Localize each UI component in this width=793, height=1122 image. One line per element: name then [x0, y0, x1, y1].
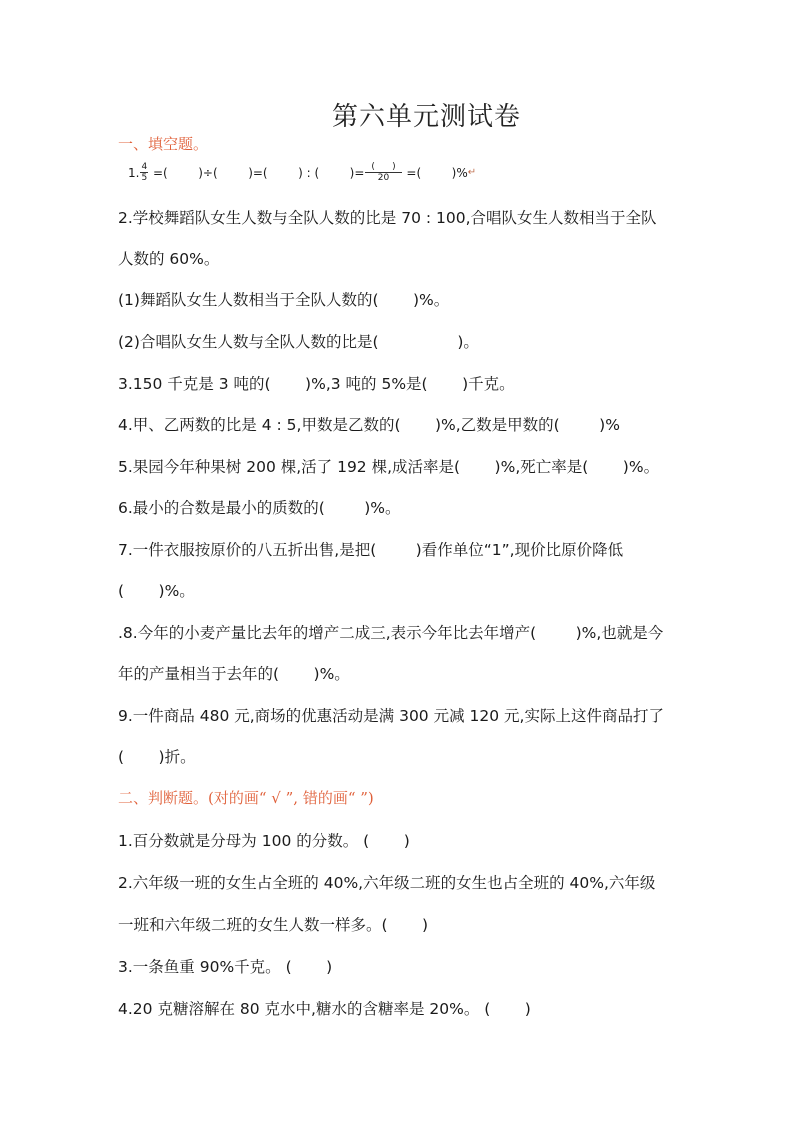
question-1 [128, 162, 476, 183]
page-title: 第六单元测试卷 [331, 102, 521, 132]
q1-part1: =( )÷( )=( ) : ( )= [149, 165, 365, 180]
q1-part2: =( )% [402, 165, 468, 180]
q1-prefix: 1. [128, 165, 140, 180]
question-line: 9.一件商品 480 元,商场的优惠活动是满 300 元减 120 元,实际上这件商品打了 [118, 707, 664, 725]
question-line: 2.学校舞蹈队女生人数与全队人数的比是 70 : 100,合唱队女生人数相当于全队 [118, 209, 657, 227]
question-line: 年的产量相当于去年的( )%。 [118, 665, 350, 683]
question-line: 6.最小的合数是最小的质数的( )%。 [118, 499, 401, 517]
return-mark-icon: ↵ [467, 167, 477, 178]
question-line: 人数的 60%。 [118, 250, 220, 268]
question-line: 1.百分数就是分母为 100 的分数。 ( ) [118, 832, 410, 850]
section-heading-fill-blank: 一、填空题。 [118, 135, 209, 153]
fraction-blank-20: $\frac{( )}{20}$ [365, 162, 401, 183]
question-line: 一班和六年级二班的女生人数一样多。( ) [118, 916, 429, 934]
question-line: 4.20 克糖溶解在 80 克水中,糖水的含糖率是 20%。 ( ) [118, 1000, 531, 1018]
question-line: ( )折。 [118, 748, 196, 766]
question-line: 3.一条鱼重 90%千克。 ( ) [118, 958, 333, 976]
section-heading-true-false: 二、判断题。(对的画“ √ ”, 错的画“ ”) [118, 789, 374, 807]
question-line: 5.果园今年种果树 200 棵,活了 192 棵,成活率是( )%,死亡率是( )%。 [118, 458, 660, 476]
fraction-4-5: $\frac{4}{5}$ [141, 162, 148, 183]
question-line: ( )%。 [118, 582, 195, 600]
question-line: 7.一件衣服按原价的八五折出售,是把( )看作单位“1”,现价比原价降低 [118, 541, 624, 559]
question-line: .8.今年的小麦产量比去年的增产二成三,表示今年比去年增产( )%,也就是今 [118, 624, 664, 642]
question-line: 4.甲、乙两数的比是 4 : 5,甲数是乙数的( )%,乙数是甲数的( )% [118, 416, 620, 434]
question-line: 3.150 千克是 3 吨的( )%,3 吨的 5%是( )千克。 [118, 375, 515, 393]
question-line: 2.六年级一班的女生占全班的 40%,六年级二班的女生也占全班的 40%,六年级 [118, 874, 656, 892]
question-line: (2)合唱队女生人数与全队人数的比是( )。 [118, 333, 479, 351]
question-line: (1)舞蹈队女生人数相当于全队人数的( )%。 [118, 291, 450, 309]
